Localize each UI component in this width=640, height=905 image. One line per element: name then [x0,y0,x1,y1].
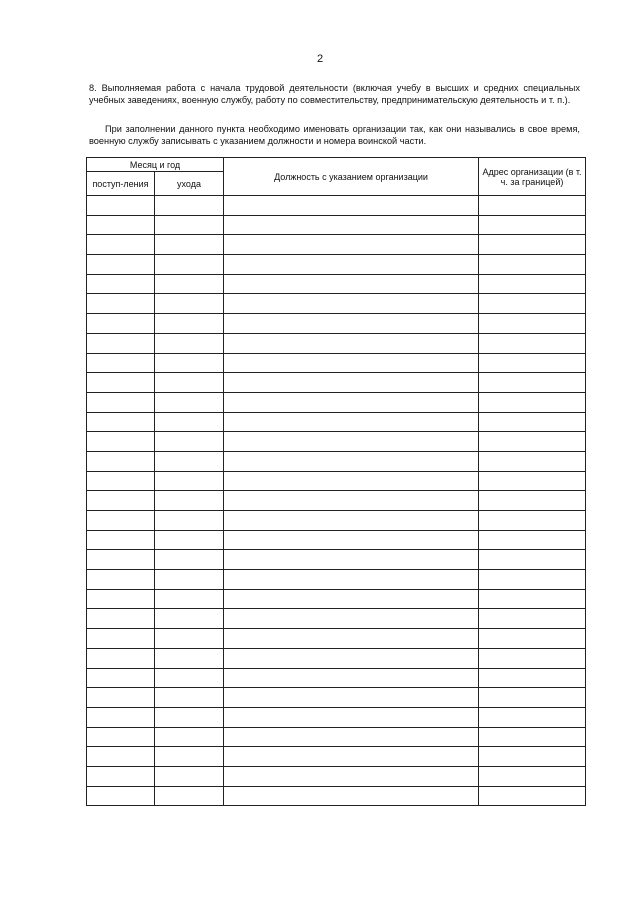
cell-end-date[interactable] [155,550,224,570]
cell-start-date[interactable] [87,609,155,629]
cell-end-date[interactable] [155,196,224,216]
cell-position[interactable] [224,766,479,786]
cell-end-date[interactable] [155,353,224,373]
cell-start-date[interactable] [87,511,155,531]
cell-address[interactable] [479,451,586,471]
cell-start-date[interactable] [87,373,155,393]
cell-address[interactable] [479,432,586,452]
instruction-paragraph: При заполнении данного пункта необходимо именовать организации так, как они назывались в свое время, военную службу записывать с указанием должности и номера воинской части. [89,124,580,146]
cell-position[interactable] [224,629,479,649]
table-row [87,648,586,668]
cell-end-date[interactable] [155,530,224,550]
cell-start-date[interactable] [87,766,155,786]
cell-position[interactable] [224,786,479,806]
table-row [87,274,586,294]
cell-address[interactable] [479,629,586,649]
cell-position[interactable] [224,235,479,255]
cell-end-date[interactable] [155,648,224,668]
cell-end-date[interactable] [155,215,224,235]
cell-position[interactable] [224,392,479,412]
table-row [87,727,586,747]
cell-position[interactable] [224,294,479,314]
cell-end-date[interactable] [155,432,224,452]
cell-start-date[interactable] [87,648,155,668]
cell-end-date[interactable] [155,668,224,688]
table-row [87,353,586,373]
cell-end-date[interactable] [155,707,224,727]
cell-start-date[interactable] [87,786,155,806]
table-row [87,196,586,216]
cell-address[interactable] [479,707,586,727]
cell-start-date[interactable] [87,589,155,609]
cell-address[interactable] [479,668,586,688]
cell-address[interactable] [479,570,586,590]
cell-address[interactable] [479,255,586,275]
table-row [87,747,586,767]
cell-start-date[interactable] [87,235,155,255]
cell-position[interactable] [224,491,479,511]
cell-position[interactable] [224,314,479,334]
cell-start-date[interactable] [87,668,155,688]
header-address: Адрес организации (в т. ч. за границей) [479,158,586,196]
cell-address[interactable] [479,550,586,570]
cell-address[interactable] [479,392,586,412]
cell-start-date[interactable] [87,294,155,314]
table-row [87,570,586,590]
cell-position[interactable] [224,530,479,550]
cell-address[interactable] [479,589,586,609]
table-row [87,609,586,629]
cell-end-date[interactable] [155,491,224,511]
cell-end-date[interactable] [155,589,224,609]
cell-end-date[interactable] [155,786,224,806]
table-row [87,629,586,649]
cell-position[interactable] [224,196,479,216]
cell-position[interactable] [224,432,479,452]
cell-end-date[interactable] [155,747,224,767]
cell-position[interactable] [224,373,479,393]
cell-position[interactable] [224,333,479,353]
cell-position[interactable] [224,648,479,668]
cell-position[interactable] [224,707,479,727]
table-row [87,530,586,550]
cell-end-date[interactable] [155,570,224,590]
cell-address[interactable] [479,786,586,806]
cell-position[interactable] [224,353,479,373]
cell-start-date[interactable] [87,392,155,412]
cell-start-date[interactable] [87,707,155,727]
table-row [87,333,586,353]
cell-end-date[interactable] [155,255,224,275]
cell-position[interactable] [224,589,479,609]
cell-address[interactable] [479,353,586,373]
cell-start-date[interactable] [87,550,155,570]
table-row [87,392,586,412]
header-start: поступ-ления [87,172,155,196]
cell-start-date[interactable] [87,196,155,216]
cell-address[interactable] [479,294,586,314]
cell-address[interactable] [479,511,586,531]
cell-address[interactable] [479,648,586,668]
cell-address[interactable] [479,747,586,767]
cell-start-date[interactable] [87,432,155,452]
table-row [87,412,586,432]
cell-position[interactable] [224,668,479,688]
cell-start-date[interactable] [87,451,155,471]
cell-position[interactable] [224,747,479,767]
table-row [87,786,586,806]
cell-position[interactable] [224,412,479,432]
cell-end-date[interactable] [155,412,224,432]
table-row [87,314,586,334]
table-row [87,373,586,393]
cell-end-date[interactable] [155,471,224,491]
cell-end-date[interactable] [155,609,224,629]
table-row [87,451,586,471]
cell-start-date[interactable] [87,570,155,590]
cell-end-date[interactable] [155,392,224,412]
cell-end-date[interactable] [155,274,224,294]
cell-address[interactable] [479,688,586,708]
cell-position[interactable] [224,688,479,708]
table-row [87,491,586,511]
cell-start-date[interactable] [87,274,155,294]
table-row [87,688,586,708]
header-end: ухода [155,172,224,196]
cell-start-date[interactable] [87,530,155,550]
cell-address[interactable] [479,215,586,235]
cell-position[interactable] [224,609,479,629]
cell-position[interactable] [224,451,479,471]
cell-position[interactable] [224,727,479,747]
cell-end-date[interactable] [155,451,224,471]
work-history-table [86,157,586,806]
cell-start-date[interactable] [87,353,155,373]
cell-address[interactable] [479,314,586,334]
cell-address[interactable] [479,274,586,294]
table-row [87,511,586,531]
table-row [87,668,586,688]
header-month-year: Месяц и год [87,158,224,172]
cell-end-date[interactable] [155,629,224,649]
cell-start-date[interactable] [87,333,155,353]
cell-address[interactable] [479,373,586,393]
cell-start-date[interactable] [87,491,155,511]
cell-address[interactable] [479,609,586,629]
cell-start-date[interactable] [87,255,155,275]
cell-position[interactable] [224,255,479,275]
cell-position[interactable] [224,274,479,294]
cell-position[interactable] [224,550,479,570]
cell-address[interactable] [479,491,586,511]
cell-address[interactable] [479,530,586,550]
cell-end-date[interactable] [155,373,224,393]
table-row [87,294,586,314]
section-8-paragraph: 8. Выполняемая работа с начала трудовой деятельности (включая учебу в высших и средних специальных учебных заведениях, военную службу, работу по совместительству, предпринимательскую деятельность и т. п.). [89,83,580,105]
cell-address[interactable] [479,412,586,432]
cell-start-date[interactable] [87,471,155,491]
cell-end-date[interactable] [155,294,224,314]
cell-position[interactable] [224,471,479,491]
table-row [87,215,586,235]
table-row [87,589,586,609]
cell-end-date[interactable] [155,766,224,786]
cell-end-date[interactable] [155,333,224,353]
cell-address[interactable] [479,196,586,216]
table-row [87,235,586,255]
header-position: Должность с указанием организации [224,158,479,196]
cell-end-date[interactable] [155,235,224,255]
page-number: 2 [316,53,324,65]
table-row [87,707,586,727]
table-row [87,471,586,491]
cell-position[interactable] [224,570,479,590]
cell-start-date[interactable] [87,412,155,432]
table-row [87,432,586,452]
cell-end-date[interactable] [155,511,224,531]
table-body [87,196,586,806]
cell-end-date[interactable] [155,314,224,334]
cell-start-date[interactable] [87,215,155,235]
cell-start-date[interactable] [87,727,155,747]
cell-start-date[interactable] [87,688,155,708]
cell-position[interactable] [224,511,479,531]
cell-address[interactable] [479,471,586,491]
cell-end-date[interactable] [155,727,224,747]
cell-end-date[interactable] [155,688,224,708]
cell-address[interactable] [479,766,586,786]
cell-address[interactable] [479,235,586,255]
table-row [87,255,586,275]
table-row [87,550,586,570]
table-row [87,766,586,786]
cell-address[interactable] [479,727,586,747]
cell-address[interactable] [479,333,586,353]
cell-position[interactable] [224,215,479,235]
cell-start-date[interactable] [87,314,155,334]
cell-start-date[interactable] [87,629,155,649]
cell-start-date[interactable] [87,747,155,767]
